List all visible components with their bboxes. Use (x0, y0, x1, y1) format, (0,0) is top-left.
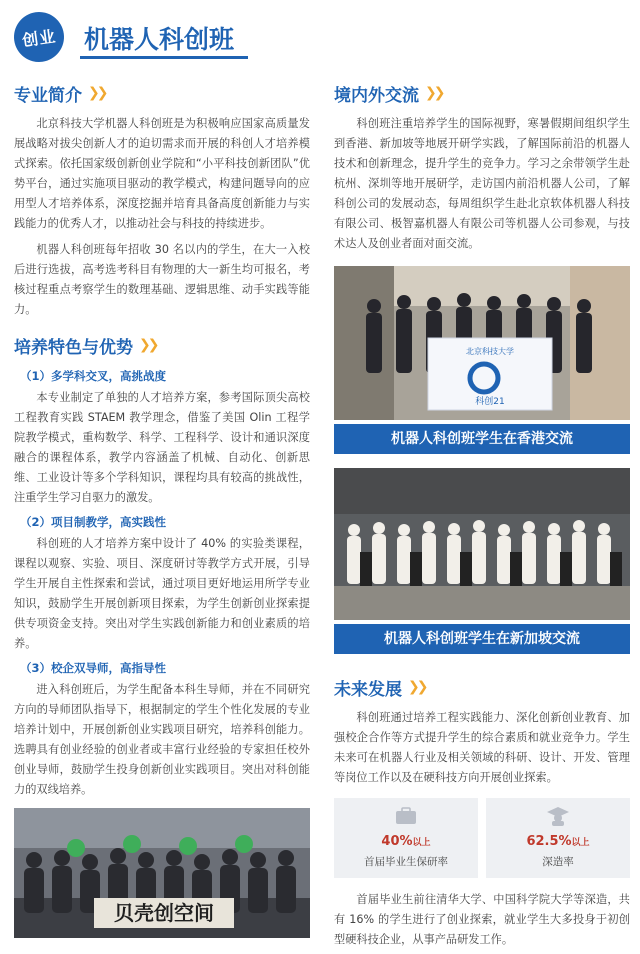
hongkong-photo-illustration (334, 266, 630, 420)
photo-caption-hongkong: 机器人科创班学生在香港交流 (334, 424, 630, 454)
briefcase-icon (394, 806, 418, 826)
intro-paragraph-2: 机器人科创班每年招收 30 名以内的学生，在大一入校后进行选拔，高考选考科目有物理的大一新生均可报名，考核过程重点考察学生的数理基础、逻辑思维、动手实践等能力。 (14, 243, 310, 316)
feature-text-3: 进入科创班后，为学生配备本科生导师，并在不同研究方向的导师团队指导下，根据制定的学生个性化发展的专业培养计划中，开展创新创业实践项目研究，培养科创能力。选聘具有创业经验的创业者或丰富行业经验的专家担任校外创业导师，鼓励学生投身创新创业实践项目。突出对科创能力的双线培养。 (14, 683, 310, 796)
feature-heading-1: （1）多学科交叉，高挑战度 (20, 369, 167, 383)
right-column (334, 80, 630, 950)
group-photo-makerspace (14, 808, 310, 938)
double-chevron-icon: ❯❯ (88, 85, 106, 101)
future-paragraph: 科创班通过培养工程实践能力、深化创新创业教育、加强校企合作等方式提升学生的综合素质和就业竞争力。学生未来可在机器人行业及相关领域的科研、设计、开发、管理等岗位工作以及在硬科技方向开展创业探索。 (334, 711, 630, 784)
makerspace-photo-illustration (14, 808, 310, 938)
intro-paragraph-1: 北京科技大学机器人科创班是为积极响应国家高质量发展战略对拔尖创新人才的迫切需求而开展的科创人才培养模式探索。依托国家级创新创业学院和“小平科技创新团队”优势平台，通过实施项目驱动的教学模式，构建问题导向的应用型人才培养体系，深度挖掘并培育具备高度创新能力与实践能力的优秀人才，以推动社会与科技的持续进步。 (14, 117, 310, 230)
stat-value-shenzao: 62.5%以上 (526, 834, 590, 849)
feature-heading-2: （2）项目制教学，高实践性 (20, 515, 167, 529)
graduate-icon (546, 806, 570, 826)
banner-subtext: 科创21 (475, 397, 505, 407)
makerspace-sign: 贝壳创空间 (114, 901, 214, 925)
stat-label-shenzao: 深造率 (542, 856, 574, 868)
photo-singapore (334, 468, 630, 654)
exchange-paragraph: 科创班注重培养学生的国际视野，寒暑假期间组织学生到香港、新加坡等地展开研学实践，了解国际前沿的机器人技术和创新理念，提升学生的竞争力。学习之余带领学生赴杭州、深圳等地开展研学，走访国内前沿机器人公司，了解科创公司的发展动态，每周组织学生赴北京软体机器人科技有限公司、极智嘉机器人有限公司等机器人公司参观，与技术达人及创业者面对面交流。 (334, 117, 630, 250)
page-header (0, 0, 640, 72)
feature-text-2: 科创班的人才培养方案中设计了 40% 的实验类课程，课程以观察、实验、项目、深度研讨等教学方式开展，引导学生开展自主性探索和尝试，通过项目更好地运用所学专业知识，鼓励学生开展创新项目探索，为学生创新创业探索提供专项资金支持。突出对学生实践创新能力和创业素质的培养。 (14, 537, 310, 650)
section-title-features: 培养特色与优势 (14, 337, 133, 358)
section-head-exchange (334, 80, 630, 106)
double-chevron-icon: ❯❯ (408, 679, 426, 695)
singapore-photo-illustration (334, 468, 630, 620)
double-chevron-icon: ❯❯ (425, 85, 443, 101)
photo-hongkong (334, 266, 630, 454)
stat-label-baoyan: 首届毕业生保研率 (364, 856, 448, 868)
banner-text: 北京科技大学 (466, 347, 514, 356)
stat-value-baoyan: 40%以上 (381, 834, 431, 849)
double-chevron-icon: ❯❯ (139, 337, 157, 353)
future-paragraph-2: 首届毕业生前往清华大学、中国科学院大学等深造，共有 16% 的学生进行了创业探索，就业学生大多投身于初创型硬科技企业，从事产品研发工作。 (334, 893, 630, 946)
feature-heading-3: （3）校企双导师，高指导性 (20, 661, 167, 675)
section-title-intro: 专业简介 (14, 85, 82, 106)
stat-card-baoyan (334, 798, 478, 878)
page-title: 机器人科创班 (84, 25, 235, 54)
photo-caption-singapore: 机器人科创班学生在新加坡交流 (334, 624, 630, 654)
section-head-features (14, 332, 310, 358)
left-column (14, 80, 310, 938)
title-underline (80, 56, 248, 59)
stats-row (334, 798, 630, 878)
badge-text: 创业 (20, 26, 58, 50)
chuangye-badge (11, 9, 67, 65)
section-title-exchange: 境内外交流 (334, 85, 419, 106)
section-head-future (334, 674, 630, 700)
section-head-intro (14, 80, 310, 106)
feature-text-1: 本专业制定了单独的人才培养方案，参考国际顶尖高校工程教育实践 STAEM 教学理念，借鉴了美国 Olin 工程学院教学模式，重构数学、科学、工程科学、设计和通识深度融合的课程体系，教学内容涵盖了机械、自动化、创新思维、工业设计等多个学科知识，课程均具有较高的挑战性，注重学生学习自驱力的激发。 (14, 391, 310, 504)
section-title-future: 未来发展 (334, 679, 402, 700)
stat-card-shenzao (486, 798, 630, 878)
